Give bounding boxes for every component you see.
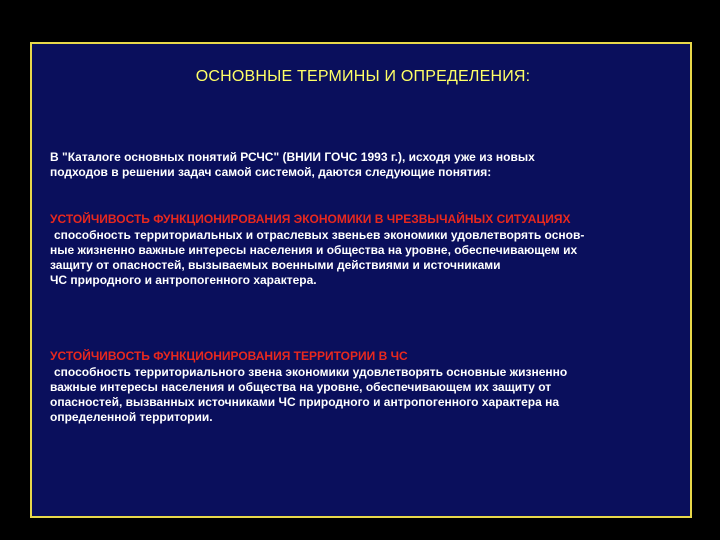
intro-paragraph [50,150,535,180]
section-line: ЧС природного и антропогенного характера. [50,273,317,287]
content-panel [30,42,692,518]
section-line: опасностей, вызванных источниками ЧС природного и антропогенного характера на [50,395,560,409]
section-line: способность территориального звена экономики удовлетворять основные жизненно [54,365,568,379]
section-line: способность территориальных и отраслевых звеньев экономики удовлетворять основ- [54,228,585,242]
intro-line-1: В "Каталоге основных понятий РСЧС" (ВНИИ ГОЧС 1993 г.), исходя уже из новых [50,150,535,164]
section-heading: УСТОЙЧИВОСТЬ ФУНКЦИОНИРОВАНИЯ ЭКОНОМИКИ В ЧРЕЗВЫЧАЙНЫХ СИТУАЦИЯХ [50,212,571,226]
section-line: ные жизненно важные интересы населения и общества на уровне, обеспечивающем их [50,243,578,257]
intro-line-2: подходов в решении задач самой системой, даются следующие понятия: [50,165,492,179]
section-territory-stability [50,349,567,425]
section-economy-stability [50,212,584,288]
section-line: защиту от опасностей, вызываемых военными действиями и источниками [50,258,501,272]
section-line: важные интересы населения и общества на уровне, обеспечивающем их защиту от [50,380,552,394]
page-title: ОСНОВНЫЕ ТЕРМИНЫ И ОПРЕДЕЛЕНИЯ: [195,68,531,85]
section-line: определенной территории. [50,410,213,424]
section-heading: УСТОЙЧИВОСТЬ ФУНКЦИОНИРОВАНИЯ ТЕРРИТОРИИ В ЧС [50,349,408,363]
